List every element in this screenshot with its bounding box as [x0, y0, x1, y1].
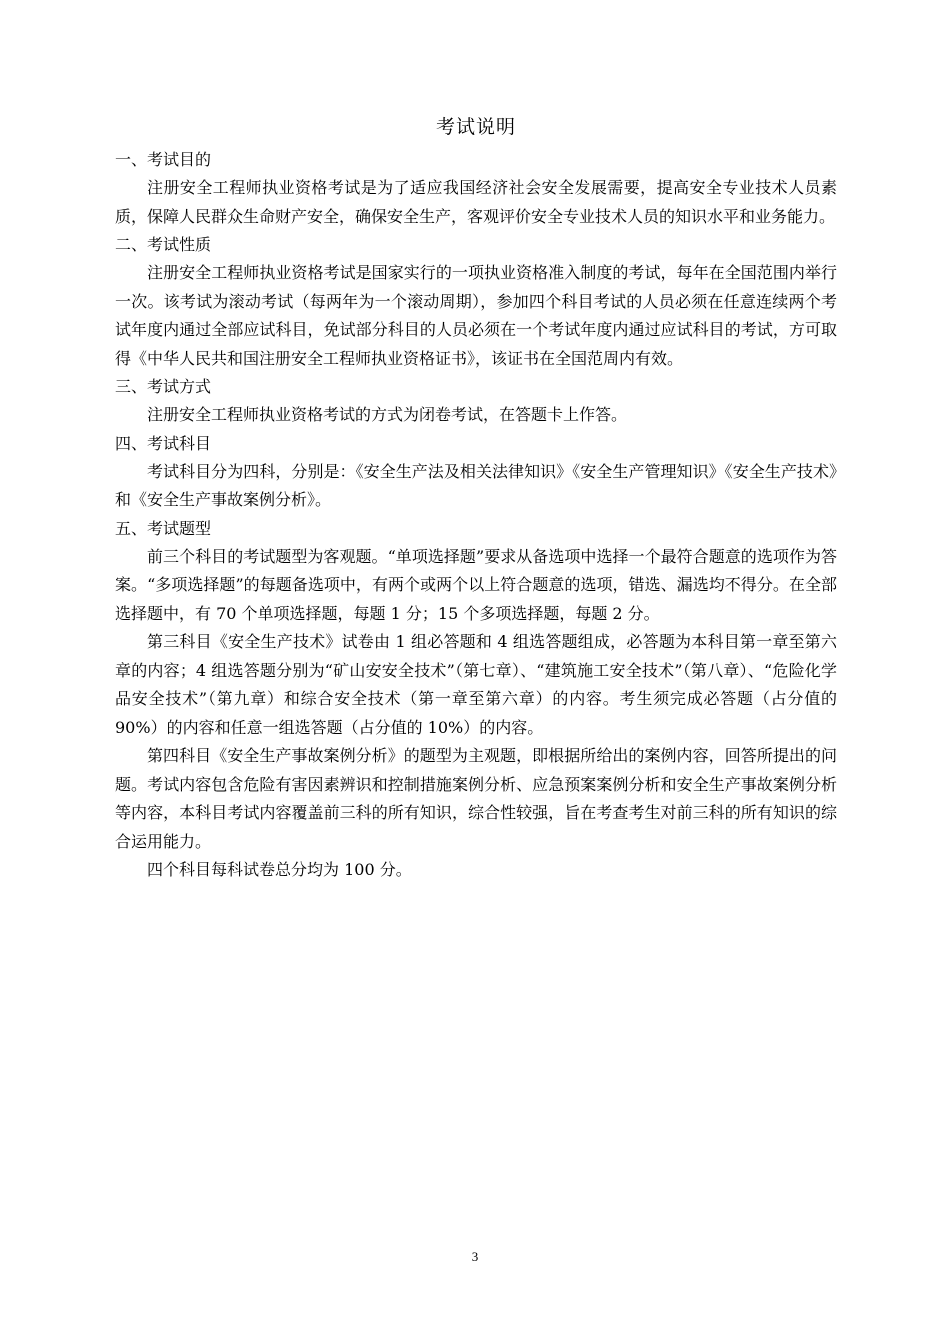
section-paragraph: 四个科目每科试卷总分均为 100 分。	[147, 860, 412, 879]
document-body	[115, 112, 837, 885]
section-exam-purpose	[115, 146, 837, 231]
section-heading: 四、考试科目	[115, 433, 212, 453]
section-paragraph: 第四科目《安全生产事故案例分析》的题型为主观题，即根据所给出的案例内容，回答所提出的问题。考试内容包含危险有害因素辨识和控制措施案例分析、应急预案案例分析和安全生产事故案例分析等内容，本科目考试内容覆盖前三科的所有知识，综合性较强，旨在考查考生对前三科的所有知识的综合运用能力。	[115, 746, 837, 851]
section-exam-method	[115, 373, 837, 430]
section-paragraph: 前三个科目的考试题型为客观题。“单项选择题”要求从备选项中选择一个最符合题意的选项作为答案。“多项选择题”的每题备选项中，有两个或两个以上符合题意的选项，错选、漏选均不得分。在全部选择题中，有 70 个单项选择题，每题 1 分；15 个多项选择题，每题 2 分。	[115, 546, 837, 623]
page-title: 考试说明	[435, 116, 516, 138]
section-heading: 五、考试题型	[115, 518, 212, 538]
section-exam-subjects	[115, 430, 837, 515]
section-heading: 三、考试方式	[115, 377, 212, 396]
section-paragraph: 注册安全工程师执业资格考试是为了适应我国经济社会安全发展需要，提高安全专业技术人员素质，保障人民群众生命财产安全，确保安全生产，客观评价安全专业技术人员的知识水平和业务能力。	[115, 178, 837, 226]
page-number: 3	[471, 1249, 479, 1264]
section-question-types	[115, 515, 837, 885]
section-heading: 二、考试性质	[115, 235, 212, 254]
section-heading: 一、考试目的	[115, 150, 212, 169]
section-paragraph: 注册安全工程师执业资格考试是国家实行的一项执业资格准入制度的考试，每年在全国范围内举行一次。该考试为滚动考试（每两年为一个滚动周期），参加四个科目考试的人员必须在任意连续两个考试年度内通过全部应试科目，免试部分科目的人员必须在一个考试年度内通过应试科目的考试，方可取得《中华人民共和国注册安全工程师执业资格证书》，该证书在全国范周内有效。	[115, 263, 837, 368]
section-paragraph: 第三科目《安全生产技术》试卷由 1 组必答题和 4 组选答题组成，必答题为本科目第一章至第六章的内容；4 组选答题分别为“矿山安安全技术”（第七章）、“建筑施工安全技术”（第八章）、“危险化学品安全技术”（第九章）和综合安全技术（第一章至第六章）的内容。考生须完成必答题（占分值的 90%）的内容和任意一组选答题（占分值的 10%）的内容。	[115, 632, 837, 737]
section-paragraph: 注册安全工程师执业资格考试的方式为闭卷考试，在答题卡上作答。	[147, 405, 628, 424]
section-paragraph: 考试科目分为四科，分别是：《安全生产法及相关法律知识》《安全生产管理知识》《安全生产技术》和《安全生产事故案例分析》。	[115, 461, 837, 509]
section-exam-nature	[115, 231, 837, 373]
